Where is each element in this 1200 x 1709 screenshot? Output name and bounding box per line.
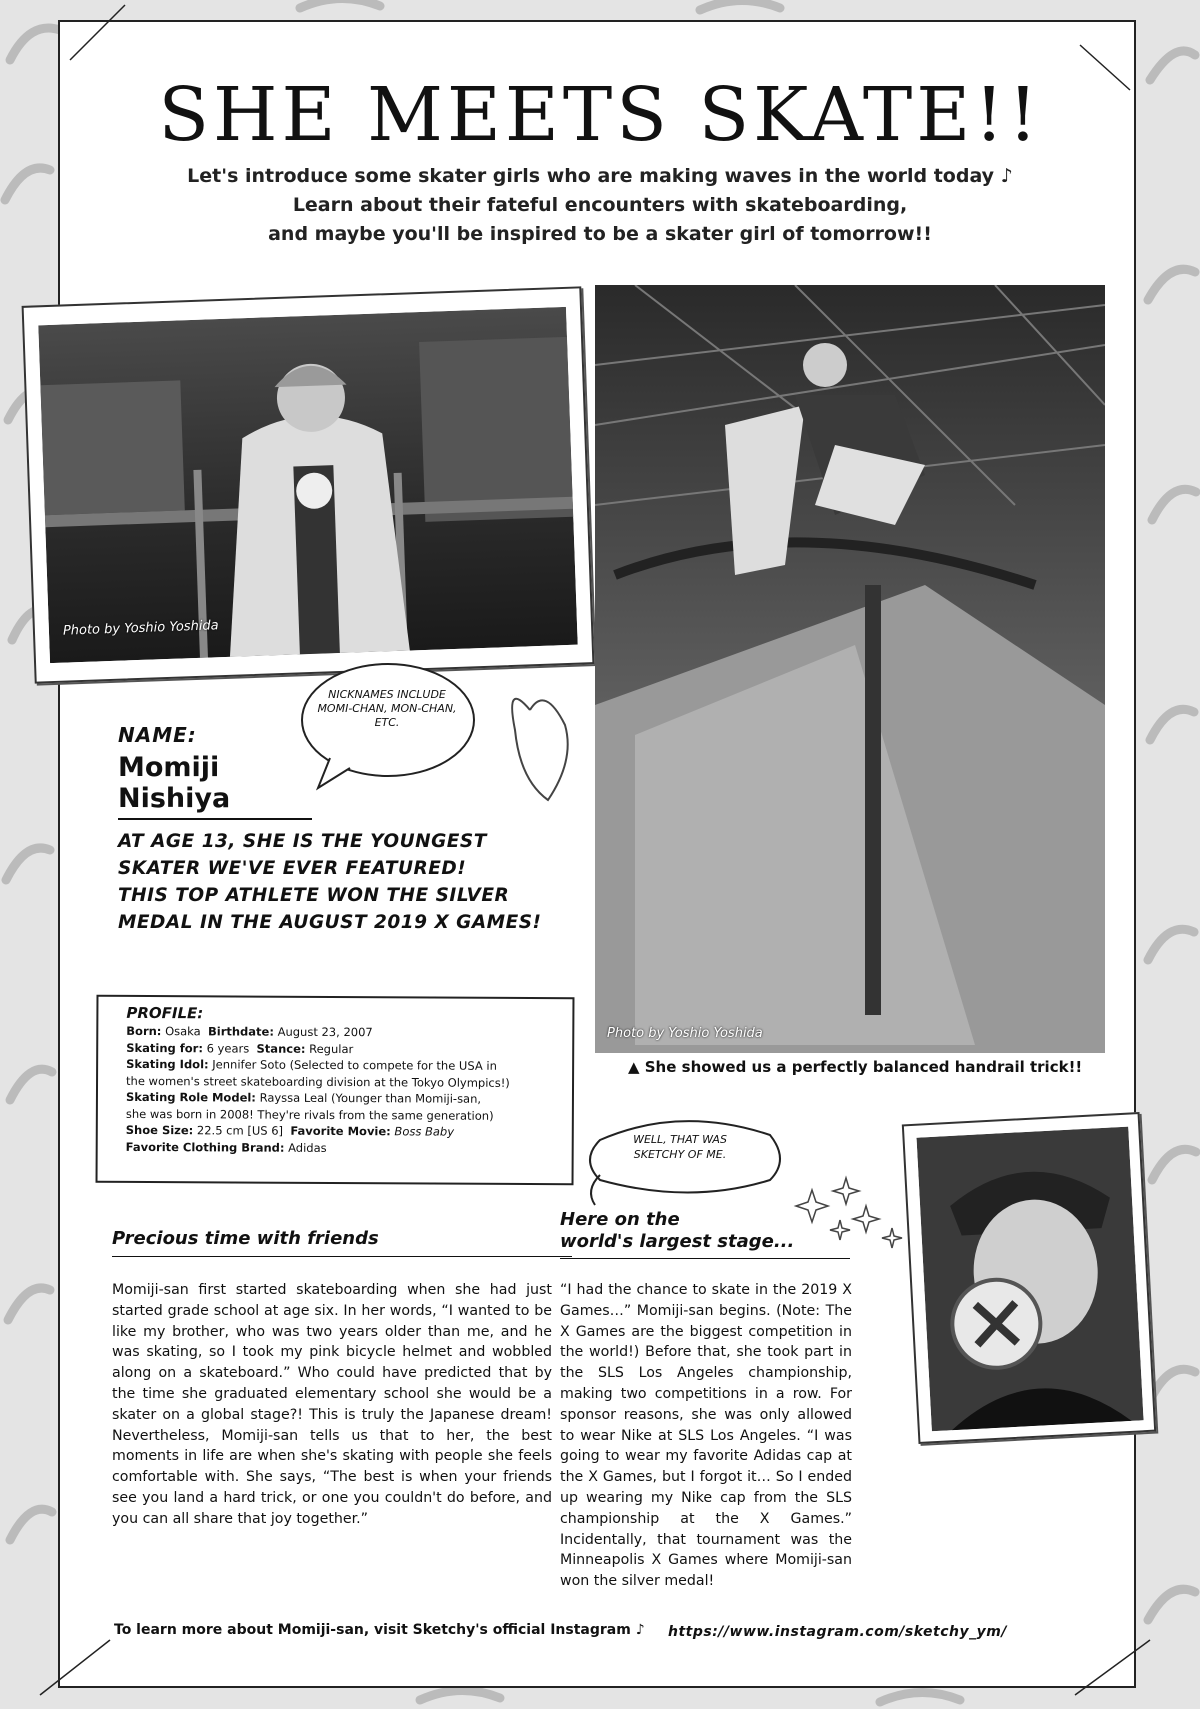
profile-row-role-model-cont: she was born in 2008! They're rivals from the same generation) <box>125 1106 494 1123</box>
footer-text: To learn more about Momiji-san, visit Sketchy's official Instagram ♪ <box>114 1622 645 1638</box>
intro-line-3: and maybe you'll be inspired to be a skater girl of tomorrow!! <box>268 223 932 245</box>
name-value: Momiji Nishiya <box>118 752 312 820</box>
profile-row-brand: Favorite Clothing Brand: Adidas <box>125 1139 327 1155</box>
portrait-photo-credit: Photo by Yoshio Yoshida <box>62 618 219 639</box>
sketchy-bubble-text: WELL, THAT WAS SKETCHY OF ME. <box>633 1133 727 1161</box>
name-label: NAME: <box>118 723 197 747</box>
instagram-link[interactable]: https://www.instagram.com/sketchy_ym/ <box>668 1624 1007 1640</box>
headline-line-3: THIS TOP ATHLETE WON THE SILVER <box>118 885 510 906</box>
section2-body: “I had the chance to skate in the 2019 X Games…” Momiji-san begins. (Note: The X Games are the biggest competition in the world!) Before that, she took part in the SLS Los Angeles championship, making two competitions in a row. For sponsor reasons, she was only allowed to wear Nike at SLS Los Angeles. “I was going to wear my favorite Adidas cap at the X Games, but I forgot it… So I ended up wearing my Nike cap from the SLS championship at the X Games.” Incidentally, that tournament was the Minneapolis X Games where Momiji-san won the silver medal! <box>560 1282 852 1590</box>
headline-line-4: MEDAL IN THE AUGUST 2019 X GAMES! <box>118 912 542 933</box>
profile-row-shoe-movie: Shoe Size: 22.5 cm [US 6] Favorite Movie: Boss Baby <box>125 1122 455 1139</box>
profile-row-born: Born: Osaka Birthdate: August 23, 2007 <box>126 1023 373 1040</box>
section2-rule <box>560 1258 850 1259</box>
section2-title-line-2: world's largest stage... <box>560 1231 795 1252</box>
page-title: SHE MEETS SKATE!! <box>158 72 1042 158</box>
section2-title-line-1: Here on the <box>560 1209 680 1230</box>
profile-row-idol-cont: the women's street skateboarding division at the Tokyo Olympics!) <box>126 1073 510 1090</box>
profile-row-idol: Skating Idol: Jennifer Soto (Selected to compete for the USA in <box>126 1056 497 1073</box>
profile-row-skating: Skating for: 6 years Stance: Regular <box>126 1040 354 1056</box>
section2-title <box>560 1209 810 1253</box>
profile-row-role-model: Skating Role Model: Rayssa Leal (Younger than Momiji-san, <box>125 1089 482 1106</box>
action-photo-credit: Photo by Yoshio Yoshida <box>607 1026 763 1041</box>
nickname-bubble-text: NICKNAMES INCLUDE MOMI-CHAN, MON-CHAN, ETC. <box>317 688 457 729</box>
intro-line-2: Learn about their fateful encounters with skateboarding, <box>292 194 908 216</box>
action-photo-caption: ▲ She showed us a perfectly balanced handrail trick!! <box>628 1058 1083 1076</box>
headline-line-1: AT AGE 13, SHE IS THE YOUNGEST <box>118 831 487 852</box>
section1-body: Momiji-san first started skateboarding when she had just started grade school at age six. In her words, “I wanted to be like my brother, who was two years older than me, and he was skating, so I took my pink bicycle helmet and wobbled along on a skateboard.” Who could have predicted that by the time she graduated elementary school she would be a skater on a global stage?! This is truly the Japanese dream! Nevertheless, Momiji-san tells us that to her, the best moments in life are when she's skating with people she feels comfortable with. She says, “The best is when your friends see you land a hard trick, or one you couldn't do before, and you can all share that joy together.” <box>112 1282 552 1527</box>
sparkle-icons <box>796 1178 902 1248</box>
profile-title: PROFILE: <box>126 1003 204 1023</box>
headline-line-2: SKATER WE'VE EVER FEATURED! <box>118 858 467 879</box>
intro-line-1: Let's introduce some skater girls who are making waves in the world today ♪ <box>187 165 1013 187</box>
section1-title: Precious time with friends <box>112 1228 572 1257</box>
